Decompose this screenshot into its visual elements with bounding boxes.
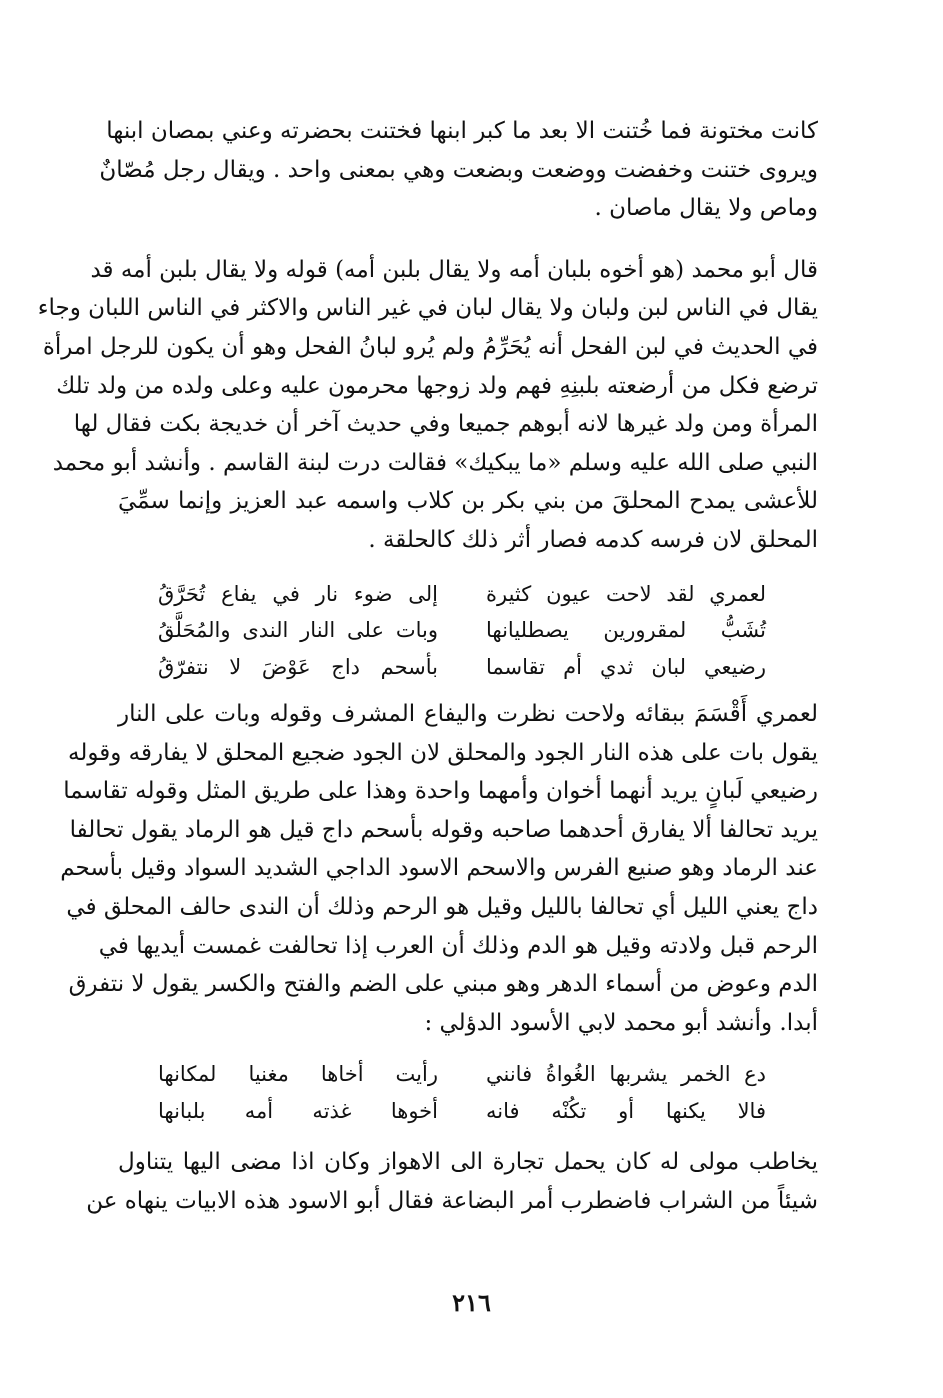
verse-second-hemistich: رأيت أخاها مغنيا لمكانها — [158, 1062, 438, 1087]
paragraph-4 — [86, 1143, 818, 1220]
text-line: كانت مختونة فما خُتنت الا بعد ما كبر ابنها فختنت بحضرته وعني بمصان ابنها — [106, 118, 818, 144]
text-line: رضيعي لَبانٍ يريد أنهما أخوان وأمهما واحدة وهذا على طريق المثل وقوله تقاسما — [63, 778, 818, 805]
text-line: في الحديث في لبن الفحل أنه يُحَرِّمُ ولم يُرو لبانُ الفحل وهو أن يكون للرجل امرأة — [42, 333, 818, 360]
page-number: ٢١٦ — [452, 1288, 491, 1317]
text-line: قال أبو محمد (هو أخوه بلبان أمه ولا يقال بلبن أمه) قوله ولا يقال بلبن أمه قد — [90, 256, 818, 283]
text-line: الدم وعوض من أسماء الدهر وهو مبني على الضم والفتح والكسر يقول لا نتفرق — [68, 971, 818, 998]
verse — [118, 649, 818, 686]
verse-second-hemistich: أخوها غذته أمه بلبانها — [158, 1098, 438, 1123]
paragraph-3 — [60, 695, 818, 1042]
verse — [118, 576, 818, 613]
paragraph-1 — [99, 112, 818, 228]
text-line: وماص ولا يقال ماصان . — [594, 195, 818, 222]
verse — [118, 1093, 818, 1130]
text-line: يقال في الناس لبن ولبان ولا يقال لبان في غير الناس والاكثر في الناس اللبان وجاء — [37, 295, 818, 322]
text-line: ويروى ختنت وخفضت ووضعت وبضعت وهي بمعنى واحد . ويقال رجل مُصّانٌ — [99, 156, 818, 183]
verse — [118, 1056, 818, 1093]
text-line: لعمري أَقْسَمَ ببقائه ولاحت نظرت واليفاع المشرف وقوله وبات على النار — [118, 701, 818, 728]
verse — [118, 612, 818, 649]
text-line: المحلق لان فرسه كدمه فصار أثر ذلك كالحلقة . — [368, 526, 818, 553]
poem-abu-al-aswad — [118, 1056, 818, 1129]
text-line: النبي صلى الله عليه وسلم «ما يبكيك» فقالت درت لبنة القاسم . وأنشد أبو محمد — [52, 449, 818, 476]
verse-first-hemistich: دع الخمر يشربها الغُواةُ فانني — [486, 1062, 766, 1087]
text-line: الرحم قبل ولادته وقيل هو الدم وذلك أن العرب إذا تحالفت غمست أيديها في — [98, 932, 818, 959]
text-line: داج يعني الليل أي تحالفا بالليل وقيل هو الرحم وذلك أن الندى حالف المحلق في — [66, 894, 818, 920]
page-body — [37, 112, 818, 1221]
verse-first-hemistich: تُشَبُّ لمقرورين يصطليانها — [486, 618, 766, 643]
verse-first-hemistich: لعمري لقد لاحت عيون كثيرة — [486, 581, 766, 606]
paragraph-2 — [37, 251, 818, 560]
text-line: شيئاً من الشراب فاضطرب أمر البضاعة فقال أبو الاسود هذه الابيات ينهاه عن — [86, 1187, 818, 1214]
text-line: يخاطب مولى له كان يحمل تجارة الى الاهواز وكان اذا مضى اليها يتناول — [118, 1149, 818, 1176]
text-line: يقول بات على هذه النار الجود والمحلق لان الجود ضجيع المحلق لا يفارقه وقوله — [68, 739, 818, 766]
verse-second-hemistich: وبات على النار الندى والمُحَلَّقُ — [158, 618, 438, 643]
text-line: للأعشى يمدح المحلقَ من بني بكر بن كلاب واسمه عبد العزيز وإنما سمِّيَ — [118, 488, 818, 515]
poem-al-asha — [118, 576, 818, 686]
text-line: ترضع فكل من أرضعته بلبنِهِ فهم ولد زوجها محرمون عليه وعلى ولده من ولد تلك — [56, 372, 818, 399]
verse-first-hemistich: رضيعي لبان ثدي أم تقاسما — [486, 654, 766, 679]
text-line: أبدا. وأنشد أبو محمد لابي الأسود الدؤلي : — [424, 1009, 818, 1036]
verse-second-hemistich: بأسحم داج عَوْضَ لا نتفرّقُ — [158, 654, 438, 679]
text-line: عند الرماد وهو صنيع الفرس والاسحم الاسود الداجي الشديد السواد وقيل بأسحم — [60, 855, 818, 882]
verse-first-hemistich: فالا يكنها أو تكُنْه فانه — [486, 1098, 766, 1123]
verse-second-hemistich: إلى ضوء نار في يفاع تُحَرَّقُ — [158, 581, 438, 606]
text-line: يريد تحالفا ألا يفارق أحدهما صاحبه وقوله بأسحم داج قيل هو الرماد يقول تحالفا — [69, 816, 818, 843]
text-line: المرأة ومن ولد غيرها لانه أبوهم جميعا وفي حديث آخر أن خديجة بكت فقال لها — [73, 411, 818, 438]
